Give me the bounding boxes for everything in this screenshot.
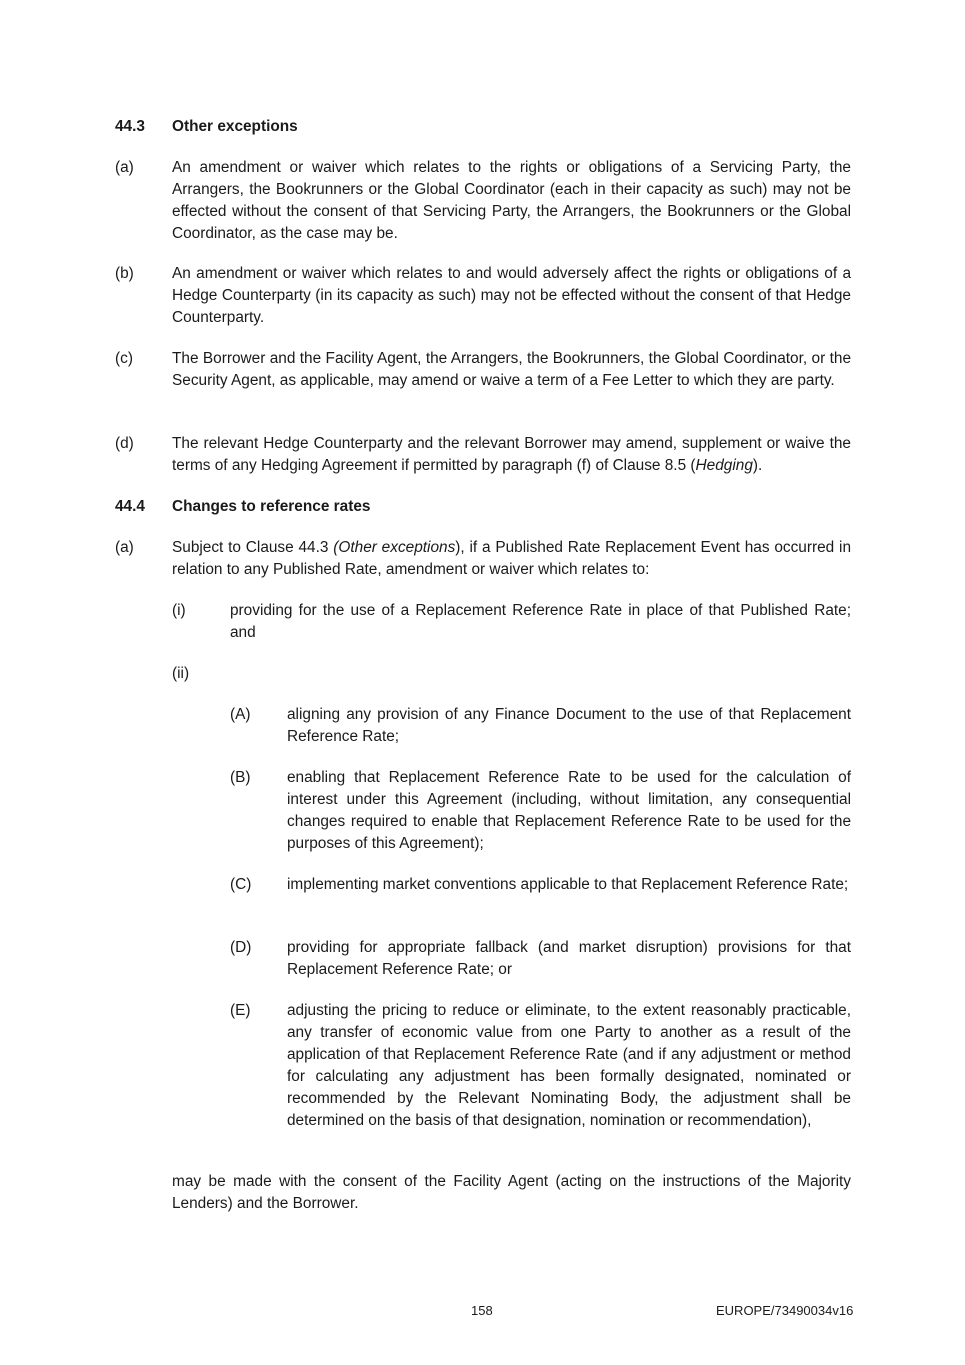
clause-text: The relevant Hedge Counterparty and the relevant Borrower may amend, supplement or waive the terms of any Hedging Agreement if permitted by paragraph (f) of Clause 8.5 (Hedging). bbox=[172, 435, 851, 474]
clause-text: aligning any provision of any Finance Document to the use of that Replacement Reference Rate; bbox=[287, 706, 851, 745]
clause-label: (A) bbox=[230, 706, 251, 723]
clause-text: adjusting the pricing to reduce or eliminate, to the extent reasonably practicable, any transfer of economic value from one Party to another as a result of the application of that Replacement Reference Rate (and if any adjustment or method for calculating any adjustment has been formally designated, nominated or recommended by the Relevant Nominating Body, the adjustment shall be determined on the basis of that designation, nomination or recommendation), bbox=[287, 1002, 851, 1129]
clause-label: (D) bbox=[230, 939, 252, 956]
clause-label: (ii) bbox=[172, 665, 190, 682]
clause-text: Subject to Clause 44.3 (Other exceptions), if a Published Rate Replacement Event has occurred in relation to any Published Rate, amendment or waiver which relates to: bbox=[172, 539, 852, 578]
clause-label: (a) bbox=[115, 539, 134, 556]
section-title: Other exceptions bbox=[172, 118, 298, 135]
clause-text: providing for the use of a Replacement Reference Rate in place of that Published Rate; and bbox=[230, 602, 851, 641]
clause-text: An amendment or waiver which relates to and would adversely affect the rights or obligations of a Hedge Counterparty (in its capacity as such) may not be effected without the consent of that Hedge Counterparty. bbox=[172, 265, 851, 326]
clause-text: providing for appropriate fallback (and market disruption) provisions for that Replacement Reference Rate; or bbox=[287, 939, 851, 978]
document-reference: EUROPE/73490034v16 bbox=[716, 1303, 854, 1318]
clause-text: The Borrower and the Facility Agent, the Arrangers, the Bookrunners, the Global Coordinator, or the Security Agent, as applicable, may amend or waive a term of a Fee Letter to which they are party. bbox=[172, 350, 851, 389]
closing-text: may be made with the consent of the Facility Agent (acting on the instructions of the Majority Lenders) and the Borrower. bbox=[172, 1173, 851, 1212]
section-number: 44.4 bbox=[115, 498, 145, 515]
clause-label: (E) bbox=[230, 1002, 251, 1019]
section-title: Changes to reference rates bbox=[172, 498, 371, 515]
clause-label: (c) bbox=[115, 350, 133, 367]
clause-label: (d) bbox=[115, 435, 134, 452]
clause-label: (C) bbox=[230, 876, 252, 893]
clause-label: (b) bbox=[115, 265, 134, 282]
section-number: 44.3 bbox=[115, 118, 145, 135]
page-number: 158 bbox=[471, 1303, 493, 1318]
clause-label: (a) bbox=[115, 159, 134, 176]
clause-label: (i) bbox=[172, 602, 186, 619]
clause-reference-italic: (Other exceptions bbox=[333, 539, 456, 556]
clause-text: An amendment or waiver which relates to the rights or obligations of a Servicing Party, the Arrangers, the Bookrunners or the Global Coordinator (each in their capacity as such) may not be effected without the consent of that Servicing Party, the Arrangers, the Bookrunners or the Global Coordinator, as the case may be. bbox=[172, 159, 851, 242]
clause-text: implementing market conventions applicable to that Replacement Reference Rate; bbox=[287, 876, 849, 893]
clause-label: (B) bbox=[230, 769, 251, 786]
clause-reference-italic: Hedging bbox=[695, 457, 753, 474]
clause-text: enabling that Replacement Reference Rate to be used for the calculation of interest under this Agreement (including, without limitation, any consequential changes required to enable that Replacement Reference Rate to be used for the purposes of this Agreement); bbox=[287, 769, 851, 852]
